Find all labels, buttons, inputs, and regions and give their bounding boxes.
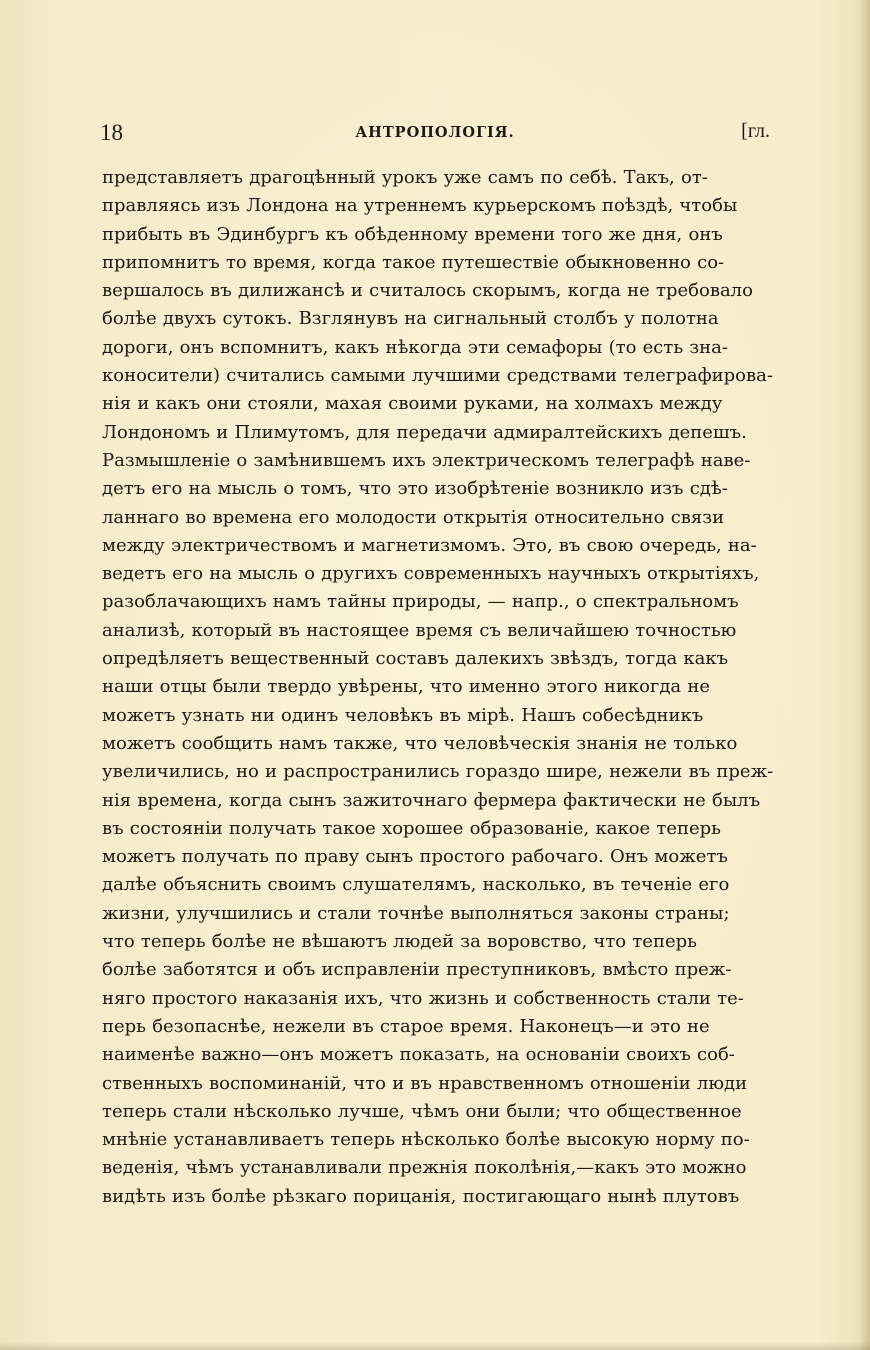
text-line: Размышленіе о замѣнившемъ ихъ электрическомъ телеграфѣ наве- [102,449,751,471]
text-line: прибыть въ Эдинбургъ къ обѣденному времени того же дня, онъ [102,223,723,245]
running-header [100,120,770,152]
chapter-reference: [гл. [741,120,770,142]
page-edge-shadow [858,0,870,1350]
text-line: опредѣляетъ вещественный составъ далекихъ звѣздъ, тогда какъ [102,648,729,670]
text-line: веденія, чѣмъ устанавливали прежнія поколѣнія,—какъ это можно [102,1157,747,1179]
text-line: можетъ узнать ни одинъ человѣкъ въ мірѣ. Нашъ собесѣдникъ [102,704,704,726]
text-line: ственныхъ воспоминаній, что и въ нравственномъ отношеніи люди [102,1072,748,1094]
text-line: увеличились, но и распространились гораздо шире, нежели въ преж- [102,761,774,783]
text-line: болѣе двухъ сутокъ. Взглянувъ на сигнальный столбъ у полотна [102,308,719,330]
text-line: можетъ сообщить намъ также, что человѣческія знанія не только [102,732,738,754]
text-line: детъ его на мысль о томъ, что это изобрѣтеніе возникло изъ сдѣ- [102,478,728,500]
running-title: АНТРОПОЛОГІЯ. [355,124,515,141]
text-line: болѣе заботятся и объ исправленіи преступниковъ, вмѣсто преж- [102,959,732,981]
text-line: нія и какъ они стояли, махая своими руками, на холмахъ между [102,393,723,415]
text-line: наши отцы были твердо увѣрены, что именно этого никогда не [102,676,711,698]
text-line: жизни, улучшились и стали точнѣе выполняться законы страны; [102,902,730,924]
text-line: Лондономъ и Плимутомъ, для передачи адмиралтейскихъ депешъ. [102,421,747,443]
text-line: ланнаго во времена его молодости открытія относительно связи [102,506,725,528]
text-line: правляясь изъ Лондона на утреннемъ курьерскомъ поѣздѣ, чтобы [102,195,738,217]
text-line: мнѣніе устанавливаетъ теперь нѣсколько болѣе высокую норму по- [102,1129,750,1151]
text-line: можетъ получать по праву сынъ простого рабочаго. Онъ можетъ [102,846,728,868]
text-line: представляетъ драгоцѣнный урокъ уже самъ по себѣ. Такъ, от- [102,167,708,188]
text-line: далѣе объяснить своимъ слушателямъ, насколько, въ теченіе его [102,874,730,896]
text-line: вершалось въ дилижансѣ и считалось скорымъ, когда не требовало [102,280,753,302]
text-line: видѣть изъ болѣе рѣзкаго порицанія, постигающаго нынѣ плутовъ [102,1185,740,1207]
text-line: припомнитъ то время, когда такое путешествіе обыкновенно со- [102,251,725,273]
text-line: коносители) считались самыми лучшими средствами телеграфирова- [102,365,773,387]
text-line: ведетъ его на мысль о другихъ современныхъ научныхъ открытіяхъ, [102,563,760,585]
text-line: нія времена, когда сынъ зажиточнаго фермера фактически не былъ [102,789,761,811]
page-bottom-shadow [0,1342,870,1350]
page-number: 18 [100,120,123,145]
text-line: дороги, онъ вспомнитъ, какъ нѣкогда эти семафоры (то есть зна- [102,336,728,358]
text-line: няго простого наказанія ихъ, что жизнь и собственность стали те- [102,987,744,1009]
text-line: въ состояніи получать такое хорошее образованіе, какое теперь [102,817,721,839]
text-line: теперь стали нѣсколько лучше, чѣмъ они были; что общественное [102,1100,742,1122]
body-text [102,164,772,1211]
text-line: что теперь болѣе не вѣшаютъ людей за воровство, что теперь [102,931,697,953]
text-line: анализѣ, который въ настоящее время съ величайшею точностью [102,619,737,641]
text-line: разоблачающихъ намъ тайны природы, — напр., о спектральномъ [102,591,739,613]
text-line: наименѣе важно—онъ можетъ показать, на основаніи своихъ соб- [102,1044,735,1066]
text-line: перь безопаснѣе, нежели въ старое время. Наконецъ—и это не [102,1015,710,1037]
text-line: между электричествомъ и магнетизмомъ. Это, въ свою очередь, на- [102,534,757,556]
